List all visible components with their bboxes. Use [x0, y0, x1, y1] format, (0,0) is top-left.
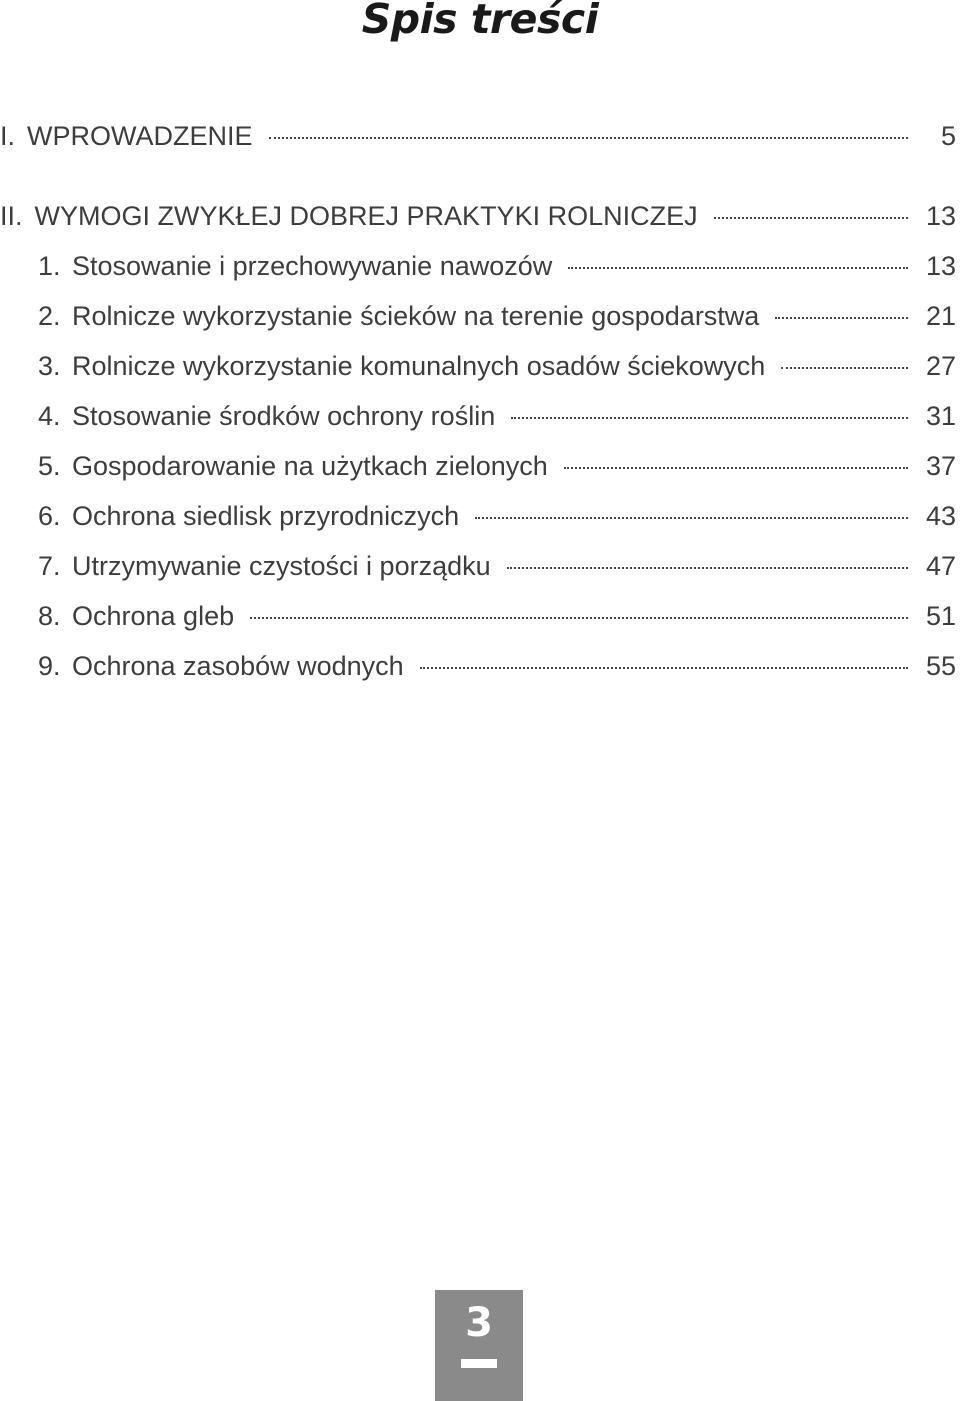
dot-leader [269, 137, 908, 139]
toc-entry-label: Stosowanie środków ochrony roślin [72, 401, 496, 431]
page-tab-bar [461, 1359, 497, 1368]
toc-entry-page: 55 [925, 651, 956, 681]
toc-entry[interactable] [0, 296, 960, 336]
toc-entry-page: 43 [925, 501, 956, 531]
toc-entry-label: Gospodarowanie na użytkach zielonych [72, 451, 548, 481]
toc-entry[interactable] [0, 116, 960, 156]
toc-entry-number: 8. [38, 601, 61, 631]
dot-leader [475, 517, 908, 519]
dot-leader [714, 217, 908, 219]
toc-entry[interactable] [0, 346, 960, 386]
toc-entry-page: 31 [925, 401, 956, 431]
toc-entry-label: Ochrona zasobów wodnych [72, 651, 404, 681]
page-title: Spis treści [361, 0, 599, 43]
toc-entry-number: 6. [38, 501, 61, 531]
toc-entry-number: 1. [38, 251, 61, 281]
dot-leader [781, 367, 908, 369]
toc-entry-number: II. [0, 201, 23, 231]
page-number-tab [435, 1290, 523, 1401]
toc-entry-page: 37 [925, 451, 956, 481]
toc-entry-page: 27 [925, 351, 956, 381]
toc-entry-page: 5 [940, 121, 956, 151]
toc-entry-page: 47 [925, 551, 956, 581]
toc-entry-number: 3. [38, 351, 61, 381]
dot-leader [775, 317, 908, 319]
toc-entry-page: 13 [925, 201, 956, 231]
toc-entry[interactable] [0, 546, 960, 586]
dot-leader [568, 267, 908, 269]
toc-entry-label: Rolnicze wykorzystanie ścieków na terenie gospodarstwa [72, 301, 760, 331]
dot-leader [507, 567, 908, 569]
toc-entry[interactable] [0, 596, 960, 636]
dot-leader [564, 467, 908, 469]
toc-entry-label: WPROWADZENIE [27, 121, 253, 151]
page-number: 3 [465, 1300, 493, 1346]
toc-entry[interactable] [0, 396, 960, 436]
toc-entry-number: 7. [38, 551, 61, 581]
toc-entry[interactable] [0, 196, 960, 236]
toc-entry-label: WYMOGI ZWYKŁEJ DOBREJ PRAKTYKI ROLNICZEJ [34, 201, 698, 231]
toc-entry-number: 9. [38, 651, 61, 681]
toc-entry[interactable] [0, 496, 960, 536]
dot-leader [250, 617, 908, 619]
toc-entry-number: I. [0, 121, 16, 151]
toc-entry-label: Utrzymywanie czystości i porządku [72, 551, 491, 581]
toc-entry[interactable] [0, 646, 960, 686]
toc-entry-number: 4. [38, 401, 61, 431]
toc-entry-number: 5. [38, 451, 61, 481]
toc-entry-label: Ochrona siedlisk przyrodniczych [72, 501, 460, 531]
toc-entry-page: 21 [925, 301, 956, 331]
toc-entry-label: Rolnicze wykorzystanie komunalnych osadów ściekowych [72, 351, 766, 381]
dot-leader [511, 417, 908, 419]
toc-entry-label: Ochrona gleb [72, 601, 235, 631]
toc-entry-number: 2. [38, 301, 61, 331]
toc-entry-label: Stosowanie i przechowywanie nawozów [72, 251, 553, 281]
toc-entry[interactable] [0, 446, 960, 486]
dot-leader [420, 667, 908, 669]
toc-entry-page: 13 [925, 251, 956, 281]
toc-entry-page: 51 [925, 601, 956, 631]
toc-entry[interactable] [0, 246, 960, 286]
